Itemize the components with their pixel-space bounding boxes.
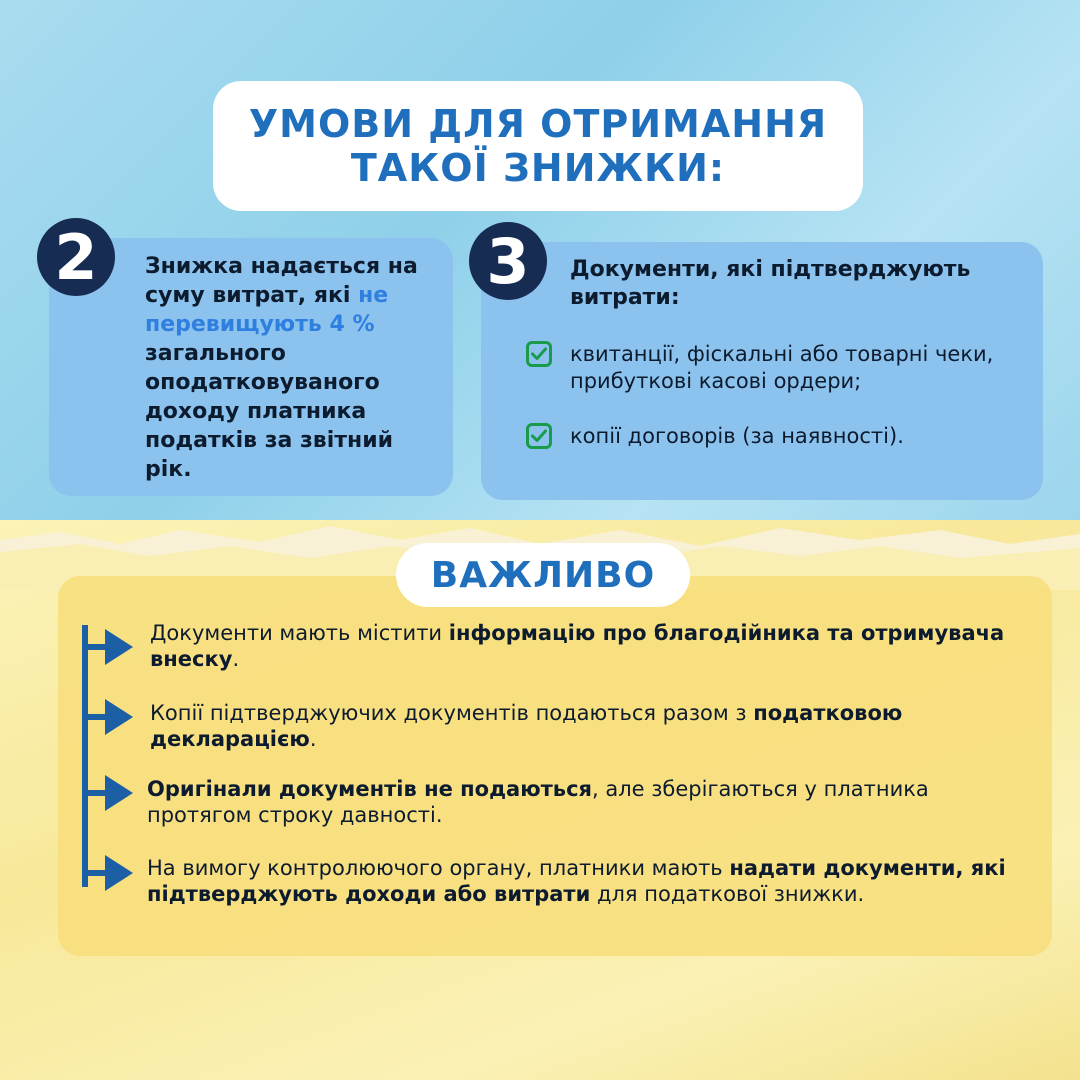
number-2-badge: 2: [37, 218, 115, 296]
check-square-icon: [526, 423, 552, 449]
important-item-3-bold: Оригінали документів не подаються: [147, 777, 592, 801]
important-item-1-bold: інформацію про благодійника та отримувача внеску: [150, 621, 1005, 671]
arrow-right-icon: [85, 855, 133, 891]
important-label: ВАЖЛИВО: [396, 543, 690, 607]
important-item-4-bold: надати документи, які підтверджують доходи або витрати: [147, 856, 1006, 906]
document-item-1: квитанції, фіскальні або товарні чеки, прибуткові касові ордери;: [570, 342, 994, 393]
condition-2-highlight: не перевищують 4 %: [145, 283, 389, 337]
important-item-4: [147, 855, 1037, 907]
important-item-2-end: .: [309, 727, 317, 751]
number-3-badge: 3: [469, 222, 547, 300]
timeline-arrows: [75, 625, 145, 895]
title-line-2: ТАКОЇ ЗНИЖКИ:: [350, 146, 726, 190]
condition-2-text-before: Знижка надається на суму витрат, які: [145, 254, 418, 308]
important-item-1-end: .: [232, 647, 240, 671]
important-item-2-bold: податковою декларацією: [150, 701, 903, 751]
important-item-4-end: для податкової знижки.: [590, 882, 865, 906]
important-item-1: [150, 620, 1040, 672]
arrow-right-icon: [85, 629, 133, 665]
condition-2-text-after: загального оподатковуваного доходу платника податків за звітний рік.: [145, 341, 394, 482]
title-card: [213, 81, 863, 211]
condition-2-text: [145, 252, 445, 484]
arrow-right-icon: [85, 699, 133, 735]
title-line-1: УМОВИ ДЛЯ ОТРИМАННЯ: [248, 102, 828, 146]
important-item-1-text: Документи мають містити: [150, 621, 449, 645]
important-item-3: [147, 776, 1037, 828]
document-item-2: копії договорів (за наявності).: [570, 424, 904, 448]
condition-3-title: Документи, які підтверджують витрати:: [570, 257, 971, 310]
important-item-2-text: Копії підтверджуючих документів подаються разом з: [150, 701, 754, 725]
important-item-4-text: На вимогу контролюючого органу, платники мають: [147, 856, 730, 880]
check-square-icon: [526, 341, 552, 367]
arrow-right-icon: [85, 775, 133, 811]
important-item-3-text: , але зберігаються у платника протягом строку давності.: [147, 777, 929, 827]
important-item-2: [150, 700, 1040, 752]
